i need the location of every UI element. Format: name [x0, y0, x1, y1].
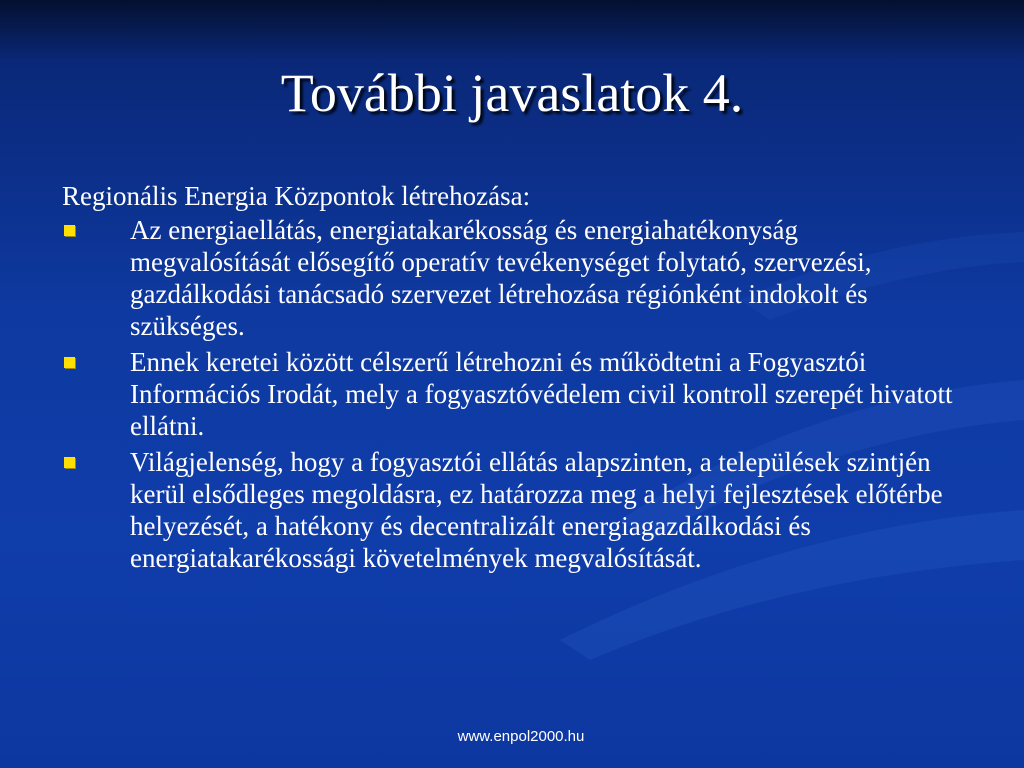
bullet-item: [62, 214, 962, 342]
bullet-text: Ennek keretei között célszerű létrehozni és működtetni a Fogyasztói Információs Irodát, mely a fogyasztóvédelem civil kontroll szerepét hivatott ellátni.: [130, 347, 953, 441]
slide-content: [62, 180, 962, 578]
square-bullet-icon: [64, 357, 75, 368]
slide-title: További javaslatok 4.: [280, 63, 744, 123]
bullet-text: Világjelenség, hogy a fogyasztói ellátás alapszinten, a települések szintjén kerül elsődleges megoldásra, ez határozza meg a helyi fejlesztések előtérbe helyezését, a hatékony és decentralizált energiagazdálkodási és energiatakarékossági követelmények megvalósítását.: [130, 447, 943, 573]
bullet-list: [62, 214, 962, 574]
bullet-item: [62, 446, 962, 574]
square-bullet-icon: [64, 225, 75, 236]
bullet-text: Az energiaellátás, energiatakarékosság és energiahatékonyság megvalósítását elősegítő operatív tevékenységet folytató, szervezési, gazdálkodási tanácsadó szervezet létrehozása régiónként indokolt és szükséges.: [130, 215, 872, 341]
footer-url: [0, 728, 1024, 745]
square-bullet-icon: [64, 457, 75, 468]
bullet-item: [62, 346, 962, 442]
footer-url-text: www.enpol2000.hu: [457, 728, 585, 745]
intro-text: Regionális Energia Központok létrehozása:: [62, 181, 531, 211]
